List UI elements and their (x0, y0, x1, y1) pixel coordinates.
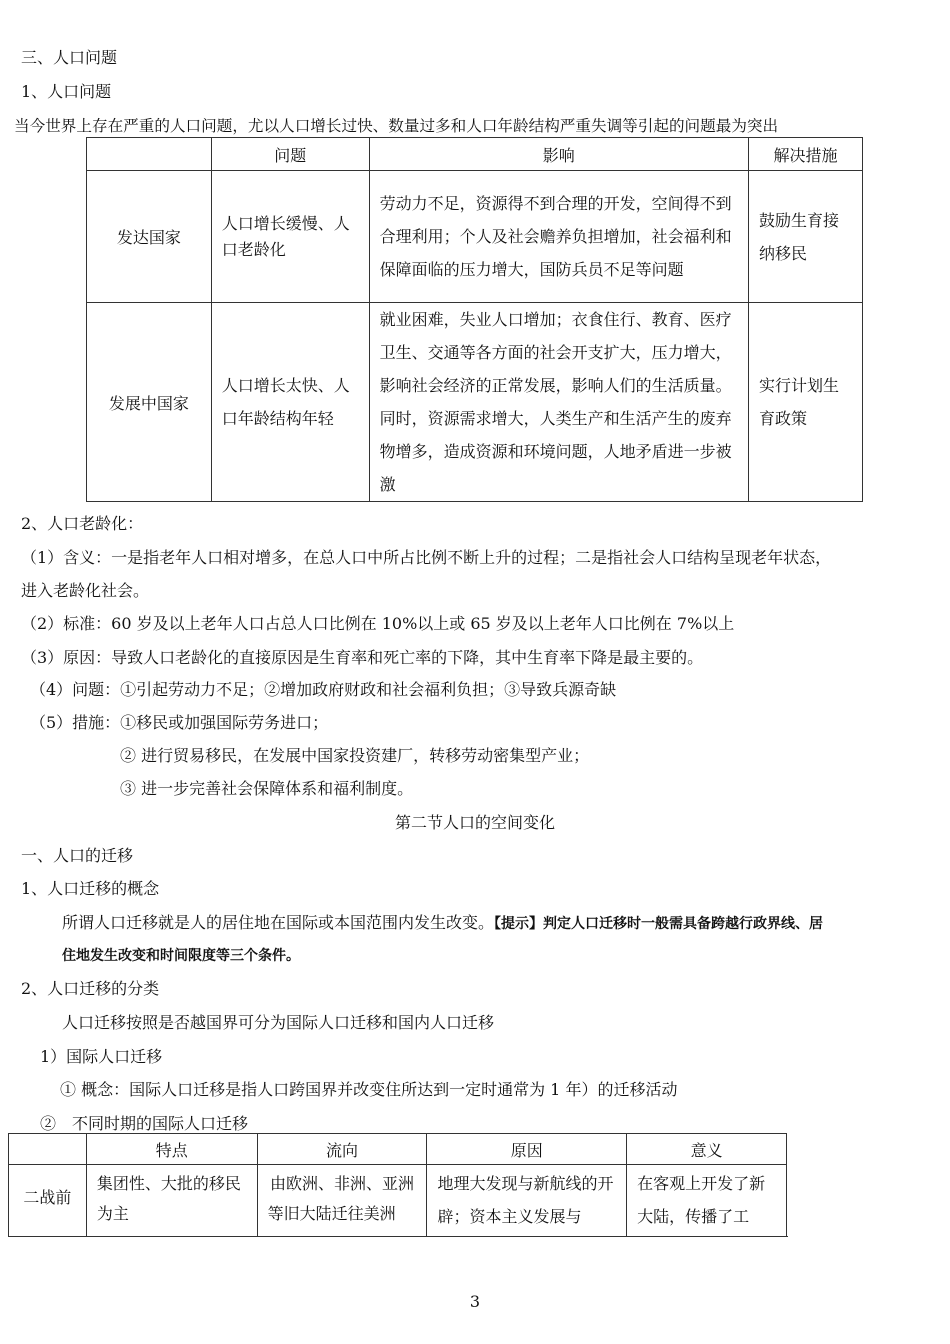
aging-title: 2、人口老龄化： (21, 514, 144, 533)
row-feature: 集团性、大批的移民 为主 (86, 1165, 257, 1238)
migration-title: 一、人口的迁移 (21, 846, 134, 865)
aging-standard: （2）标准：60 岁及以上老年人口占总人口比例在 10%以上或 65 岁及以上老年人口比例在 7%以上 (21, 614, 735, 633)
periods-title: ② 不同时期的国际人口迁移 (40, 1114, 249, 1133)
row-reason: 地理大发现与新航线的开辟；资本主义发展与 (427, 1165, 627, 1238)
header-flow: 流向 (257, 1134, 427, 1165)
row-measure: 鼓励生育接纳移民 (748, 171, 862, 303)
page-number: 3 (469, 1292, 481, 1311)
row-problem: 人口增长太快、人口年龄结构年轻 (211, 303, 369, 502)
aging-cause: （3）原因：导致人口老龄化的直接原因是生育率和死亡率的下降，其中生育率下降是最主要的。 (21, 648, 704, 667)
aging-problems: （4）问题：①引起劳动力不足；②增加政府财政和社会福利负担；③导致兵源奇缺 (30, 680, 617, 699)
row-country: 发达国家 (87, 171, 212, 303)
table-header-row (87, 138, 863, 171)
row-meaning: 在客观上开发了新大陆，传播了工 (627, 1165, 787, 1238)
row-flow: 由欧洲、非洲、亚洲 等旧大陆迁往美洲 (257, 1165, 427, 1238)
migration-periods-table (8, 1133, 787, 1237)
migration-types-title: 2、人口迁移的分类 (21, 979, 160, 998)
concept-definition: 所谓人口迁移就是人的居住地在国际或本国范围内发生改变。 (62, 913, 495, 932)
table-header-row (9, 1134, 787, 1165)
header-feature: 特点 (86, 1134, 257, 1165)
table-row (87, 303, 863, 502)
aging-measures: （5）措施：①移民或加强国际劳务进口； (30, 713, 329, 732)
row-impact: 劳动力不足，资源得不到合理的开发，空间得不到合理利用；个人及社会赡养负担增加，社会福利和保障面临的压力增大，国防兵员不足等问题 (369, 171, 748, 303)
international-migration-title: 1）国际人口迁移 (40, 1047, 163, 1066)
table-row (87, 171, 863, 303)
concept-tip-cont: 住地发生改变和时间限度等三个条件。 (62, 948, 300, 964)
table-row (9, 1165, 787, 1238)
aging-measure-3: ③ 进一步完善社会保障体系和福利制度。 (120, 779, 414, 798)
subsection-title: 1、人口问题 (21, 82, 112, 101)
migration-types-text: 人口迁移按照是否越国界可分为国际人口迁移和国内人口迁移 (62, 1013, 495, 1032)
intro-paragraph: 当今世界上存在严重的人口问题，尤以人口增长过快、数量过多和人口年龄结构严重失调等引起的问题最为突出 (14, 117, 779, 135)
population-problems-table (86, 137, 863, 502)
row-period: 二战前 (9, 1165, 87, 1238)
header-meaning: 意义 (627, 1134, 787, 1165)
section-title: 三、人口问题 (21, 48, 118, 67)
migration-concept-title: 1、人口迁移的概念 (21, 879, 160, 898)
row-impact: 就业困难，失业人口增加；衣食住行、教育、医疗卫生、交通等各方面的社会开支扩大，压力增大，影响社会经济的正常发展，影响人们的生活质量。同时，资源需求增大，人类生产和生活产生的废弃物增多，造成资源和环境问题，人地矛盾进一步被激 (369, 303, 748, 502)
row-measure: 实行计划生育政策 (748, 303, 862, 502)
header-blank (9, 1134, 87, 1165)
header-measure: 解决措施 (748, 138, 862, 171)
international-migration-concept: ① 概念：国际人口迁移是指人口跨国界并改变住所达到一定时通常为 1 年）的迁移活动 (60, 1080, 678, 1099)
aging-definition: （1）含义：一是指老年人口相对增多，在总人口中所占比例不断上升的过程；二是指社会人口结构呈现老年状态， (21, 548, 832, 567)
section-heading: 第二节人口的空间变化 (394, 813, 555, 832)
aging-definition-cont: 进入老龄化社会。 (21, 581, 150, 600)
header-problem: 问题 (211, 138, 369, 171)
header-blank (87, 138, 212, 171)
header-impact: 影响 (369, 138, 748, 171)
aging-measure-2: ② 进行贸易移民，在发展中国家投资建厂，转移劳动密集型产业； (120, 746, 590, 765)
migration-concept-text (62, 913, 823, 934)
concept-tip: 【提示】判定人口迁移时一般需具备跨越行政界线、居 (494, 916, 824, 932)
header-reason: 原因 (427, 1134, 627, 1165)
row-problem: 人口增长缓慢、人口老龄化 (211, 171, 369, 303)
migration-table-clip (8, 1133, 788, 1237)
row-country: 发展中国家 (87, 303, 212, 502)
